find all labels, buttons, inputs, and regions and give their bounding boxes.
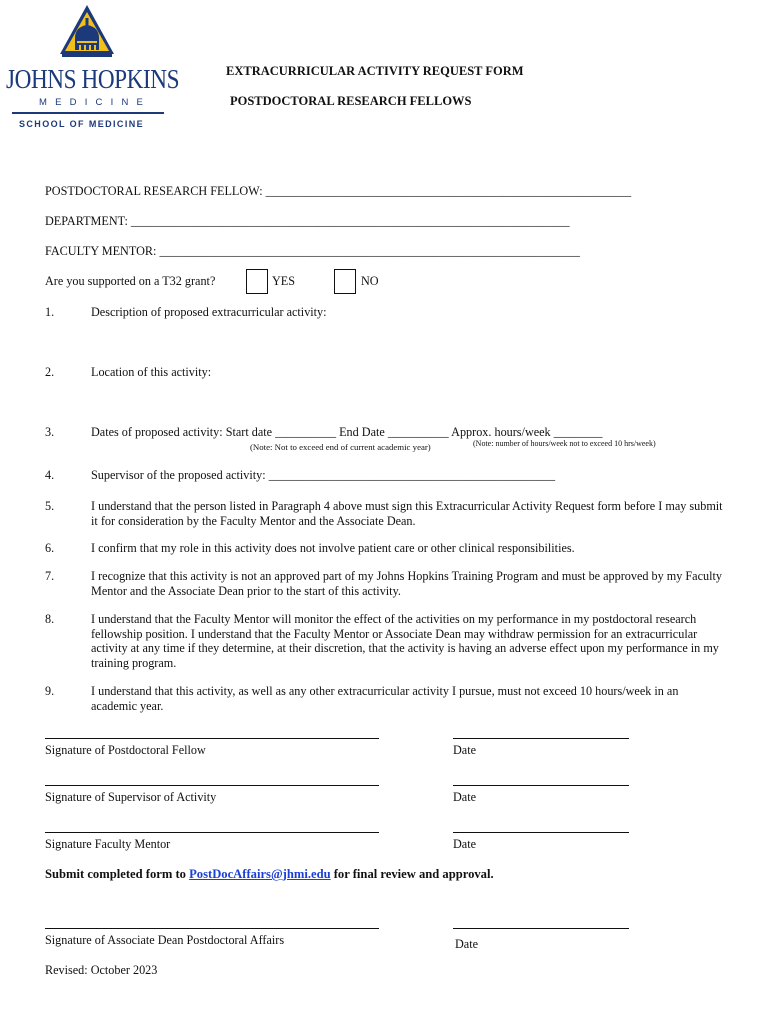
item-1-number: 1. — [45, 305, 55, 319]
dean-date-label: Date — [455, 937, 479, 951]
dean-date-line[interactable] — [453, 928, 629, 929]
mentor-signature-label: Signature Faculty Mentor — [45, 837, 171, 851]
item-5-number: 5. — [45, 499, 55, 513]
fellow-signature-line[interactable] — [45, 738, 379, 739]
johns-hopkins-logo — [6, 4, 180, 129]
fellow-date-label: Date — [453, 743, 477, 757]
item-6-text: I confirm that my role in this activity does not involve patient care or other clinical responsibilities. — [91, 541, 575, 555]
item-9-number: 9. — [45, 684, 55, 698]
logo-medicine-text: MEDICINE — [39, 97, 152, 108]
no-label: NO — [361, 274, 379, 288]
revision-note: Revised: October 2023 — [45, 963, 158, 977]
submit-instructions — [45, 867, 494, 882]
item-3-text[interactable]: Dates of proposed activity: Start date __________ End Date __________ Approx. hours/week ________ — [91, 425, 603, 439]
item-8-number: 8. — [45, 612, 55, 626]
logo-divider — [12, 112, 164, 114]
form-subtitle: POSTDOCTORAL RESEARCH FELLOWS — [230, 94, 472, 108]
item-7-number: 7. — [45, 569, 55, 583]
department-field[interactable]: DEPARTMENT: ________________________________________________________________________ — [45, 214, 570, 228]
supervisor-signature-label: Signature of Supervisor of Activity — [45, 790, 217, 804]
dean-signature-line[interactable] — [45, 928, 379, 929]
fellow-name-field[interactable]: POSTDOCTORAL RESEARCH FELLOW: ____________________________________________________________ — [45, 184, 632, 198]
item-8-text: I understand that the Faculty Mentor will monitor the effect of the activities on my performance in my postdoctoral research fellowship position. I understand that the Faculty Mentor or Associate Dean may withdraw permission for an extracurricular activity at any time if they determine, at their discretion, that the activity is having an adverse effect upon my performance in my training program. — [91, 612, 719, 670]
fellow-signature-label: Signature of Postdoctoral Fellow — [45, 743, 206, 757]
submit-prefix: Submit completed form to — [45, 867, 190, 881]
fellow-date-line[interactable] — [453, 738, 629, 739]
supervisor-date-label: Date — [453, 790, 477, 804]
item-2-number: 2. — [45, 365, 55, 379]
item-3-number: 3. — [45, 425, 55, 439]
mentor-date-line[interactable] — [453, 832, 629, 833]
no-checkbox[interactable] — [334, 269, 356, 294]
form-title: EXTRACURRICULAR ACTIVITY REQUEST FORM — [226, 64, 524, 78]
dean-signature-label: Signature of Associate Dean Postdoctoral Affairs — [45, 933, 285, 947]
item-5-text: I understand that the person listed in Paragraph 4 above must sign this Extracurricular Activity Request form before I may submit it for consideration by the Faculty Mentor and the Associate Dean. — [91, 499, 723, 528]
item-4-number: 4. — [45, 468, 55, 482]
yes-checkbox[interactable] — [246, 269, 268, 294]
item-4-text[interactable]: Supervisor of the proposed activity: _______________________________________________ — [91, 468, 556, 482]
item-3-note-hours: (Note: number of hours/week not to exceed 10 hrs/week) — [473, 439, 656, 448]
mentor-date-label: Date — [453, 837, 477, 851]
item-1-text: Description of proposed extracurricular activity: — [91, 305, 327, 319]
email-link[interactable]: PostDocAffairs@jhmi.edu — [189, 867, 331, 881]
item-7-text: I recognize that this activity is not an approved part of my Johns Hopkins Training Program and must be approved by my Faculty Mentor and the Associate Dean prior to the start of this activity. — [91, 569, 722, 598]
supervisor-signature-line[interactable] — [45, 785, 379, 786]
item-2-text: Location of this activity: — [91, 365, 212, 379]
faculty-mentor-field[interactable]: FACULTY MENTOR: _____________________________________________________________________ — [45, 244, 580, 258]
item-3-note-date: (Note: Not to exceed end of current academic year) — [250, 442, 431, 452]
item-9-text: I understand that this activity, as well as any other extracurricular activity I pursue, must not exceed 10 hours/week in an academic year. — [91, 684, 679, 713]
submit-suffix: for final review and approval. — [330, 867, 494, 881]
item-6-number: 6. — [45, 541, 55, 555]
t32-question: Are you supported on a T32 grant? — [45, 274, 216, 288]
dome-shield-icon — [6, 4, 168, 64]
supervisor-date-line[interactable] — [453, 785, 629, 786]
logo-school-text: SCHOOL OF MEDICINE — [19, 119, 145, 129]
yes-label: YES — [272, 274, 296, 288]
mentor-signature-line[interactable] — [45, 832, 379, 833]
logo-wordmark: JOHNS HOPKINS — [6, 64, 180, 94]
